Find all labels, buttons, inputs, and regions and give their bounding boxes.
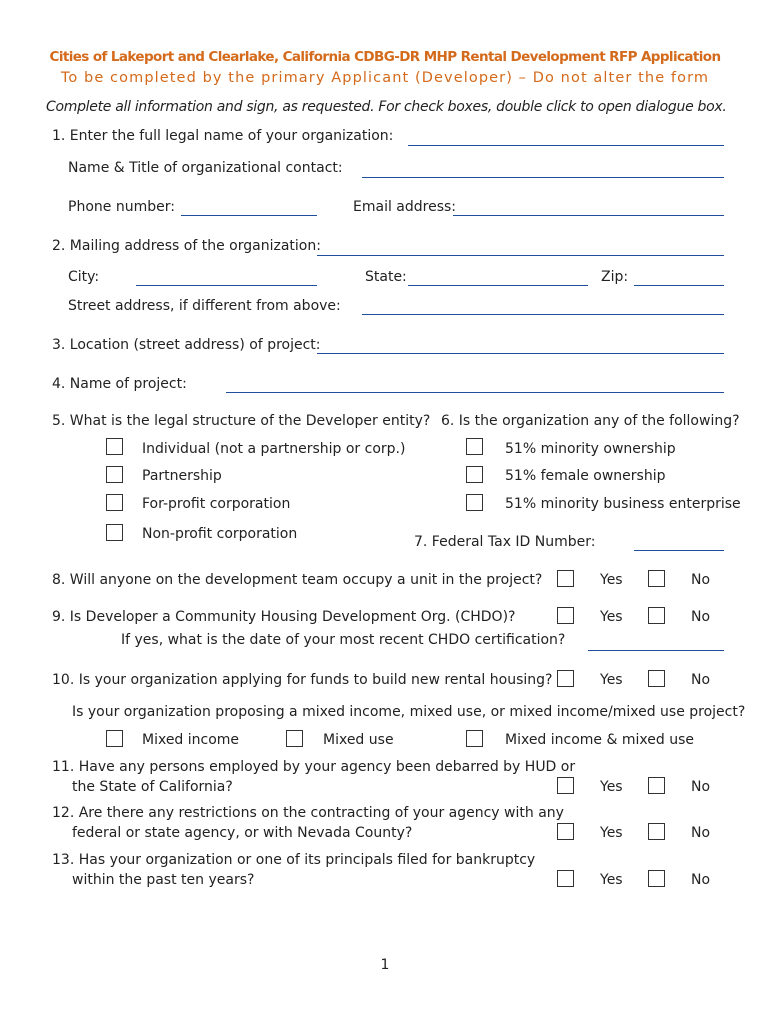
q12-no-label: No <box>691 825 711 841</box>
q11-no-label: No <box>691 779 711 795</box>
q12-yes-label: Yes <box>600 825 623 841</box>
mixed-use-checkbox[interactable] <box>286 730 303 747</box>
mixed-question-label: Is your organization proposing a mixed income, mixed use, or mixed income/mixed use project? <box>72 704 746 720</box>
street-address-field[interactable] <box>362 314 724 315</box>
q2-label: 2. Mailing address of the organization: <box>52 238 321 254</box>
form-instructions: Complete all information and sign, as requested. For check boxes, double click to open dialogue box. <box>46 99 727 115</box>
q10-yes-checkbox[interactable] <box>557 670 574 687</box>
q7-label: 7. Federal Tax ID Number: <box>414 534 596 550</box>
street-label: Street address, if different from above: <box>68 298 341 314</box>
tax-id-field[interactable] <box>634 550 724 551</box>
org-legal-name-field[interactable] <box>408 145 724 146</box>
non-profit-checkbox[interactable] <box>106 524 123 541</box>
female-ownership-label: 51% female ownership <box>505 468 666 484</box>
project-name-field[interactable] <box>226 392 724 393</box>
state-label: State: <box>365 269 407 285</box>
state-field[interactable] <box>408 285 588 286</box>
minority-ownership-label: 51% minority ownership <box>505 441 676 457</box>
q12-no-checkbox[interactable] <box>648 823 665 840</box>
individual-label: Individual (not a partnership or corp.) <box>142 441 406 457</box>
minority-enterprise-label: 51% minority business enterprise <box>505 496 741 512</box>
non-profit-label: Non-profit corporation <box>142 526 298 542</box>
contact-label: Name & Title of organizational contact: <box>68 160 343 176</box>
q12-label-line2: federal or state agency, or with Nevada County? <box>72 825 413 841</box>
q13-no-checkbox[interactable] <box>648 870 665 887</box>
q13-yes-label: Yes <box>600 872 623 888</box>
q11-no-checkbox[interactable] <box>648 777 665 794</box>
page-number: 1 <box>380 957 390 973</box>
female-ownership-checkbox[interactable] <box>466 466 483 483</box>
q13-yes-checkbox[interactable] <box>557 870 574 887</box>
contact-name-title-field[interactable] <box>362 177 724 178</box>
form-subtitle: To be completed by the primary Applicant (Developer) – Do not alter the form <box>60 70 710 86</box>
phone-label: Phone number: <box>68 199 175 215</box>
q6-label: 6. Is the organization any of the following? <box>441 413 740 429</box>
q10-yes-label: Yes <box>600 672 623 688</box>
zip-field[interactable] <box>634 285 724 286</box>
q8-label: 8. Will anyone on the development team occupy a unit in the project? <box>52 572 543 588</box>
city-label: City: <box>68 269 100 285</box>
q8-yes-checkbox[interactable] <box>557 570 574 587</box>
partnership-checkbox[interactable] <box>106 466 123 483</box>
chdo-date-field[interactable] <box>588 650 724 651</box>
q11-label-line2: the State of California? <box>72 779 233 795</box>
city-field[interactable] <box>136 285 317 286</box>
form-title: Cities of Lakeport and Clearlake, California CDBG-DR MHP Rental Development RFP Application <box>49 49 721 65</box>
q9-no-label: No <box>691 609 711 625</box>
q3-label: 3. Location (street address) of project: <box>52 337 321 353</box>
partnership-label: Partnership <box>142 468 222 484</box>
for-profit-label: For-profit corporation <box>142 496 291 512</box>
email-label: Email address: <box>353 199 457 215</box>
q12-yes-checkbox[interactable] <box>557 823 574 840</box>
q4-label: 4. Name of project: <box>52 376 187 392</box>
minority-ownership-checkbox[interactable] <box>466 438 483 455</box>
q10-no-checkbox[interactable] <box>648 670 665 687</box>
mixed-income-use-checkbox[interactable] <box>466 730 483 747</box>
q8-no-label: No <box>691 572 711 588</box>
q11-label-line1: 11. Have any persons employed by your agency been debarred by HUD or <box>52 759 576 775</box>
zip-label: Zip: <box>601 269 629 285</box>
q11-yes-label: Yes <box>600 779 623 795</box>
q8-yes-label: Yes <box>600 572 623 588</box>
q9-no-checkbox[interactable] <box>648 607 665 624</box>
q9-yes-label: Yes <box>600 609 623 625</box>
for-profit-checkbox[interactable] <box>106 494 123 511</box>
phone-field[interactable] <box>181 215 317 216</box>
email-field[interactable] <box>453 215 724 216</box>
q1-label: 1. Enter the full legal name of your organization: <box>52 128 394 144</box>
mixed-income-label: Mixed income <box>142 732 240 748</box>
q11-yes-checkbox[interactable] <box>557 777 574 794</box>
q13-no-label: No <box>691 872 711 888</box>
q13-label-line1: 13. Has your organization or one of its principals filed for bankruptcy <box>52 852 536 868</box>
project-location-field[interactable] <box>317 353 724 354</box>
q8-no-checkbox[interactable] <box>648 570 665 587</box>
minority-enterprise-checkbox[interactable] <box>466 494 483 511</box>
mixed-use-label: Mixed use <box>323 732 394 748</box>
q9-label: 9. Is Developer a Community Housing Development Org. (CHDO)? <box>52 609 516 625</box>
mailing-address-field[interactable] <box>317 255 724 256</box>
q12-label-line1: 12. Are there any restrictions on the contracting of your agency with any <box>52 805 564 821</box>
individual-checkbox[interactable] <box>106 438 123 455</box>
q10-label: 10. Is your organization applying for funds to build new rental housing? <box>52 672 553 688</box>
mixed-income-use-label: Mixed income & mixed use <box>505 732 694 748</box>
q5-label: 5. What is the legal structure of the Developer entity? <box>52 413 431 429</box>
q10-no-label: No <box>691 672 711 688</box>
q9-yes-checkbox[interactable] <box>557 607 574 624</box>
mixed-income-checkbox[interactable] <box>106 730 123 747</box>
chdo-date-label: If yes, what is the date of your most recent CHDO certification? <box>121 632 566 648</box>
q13-label-line2: within the past ten years? <box>72 872 255 888</box>
